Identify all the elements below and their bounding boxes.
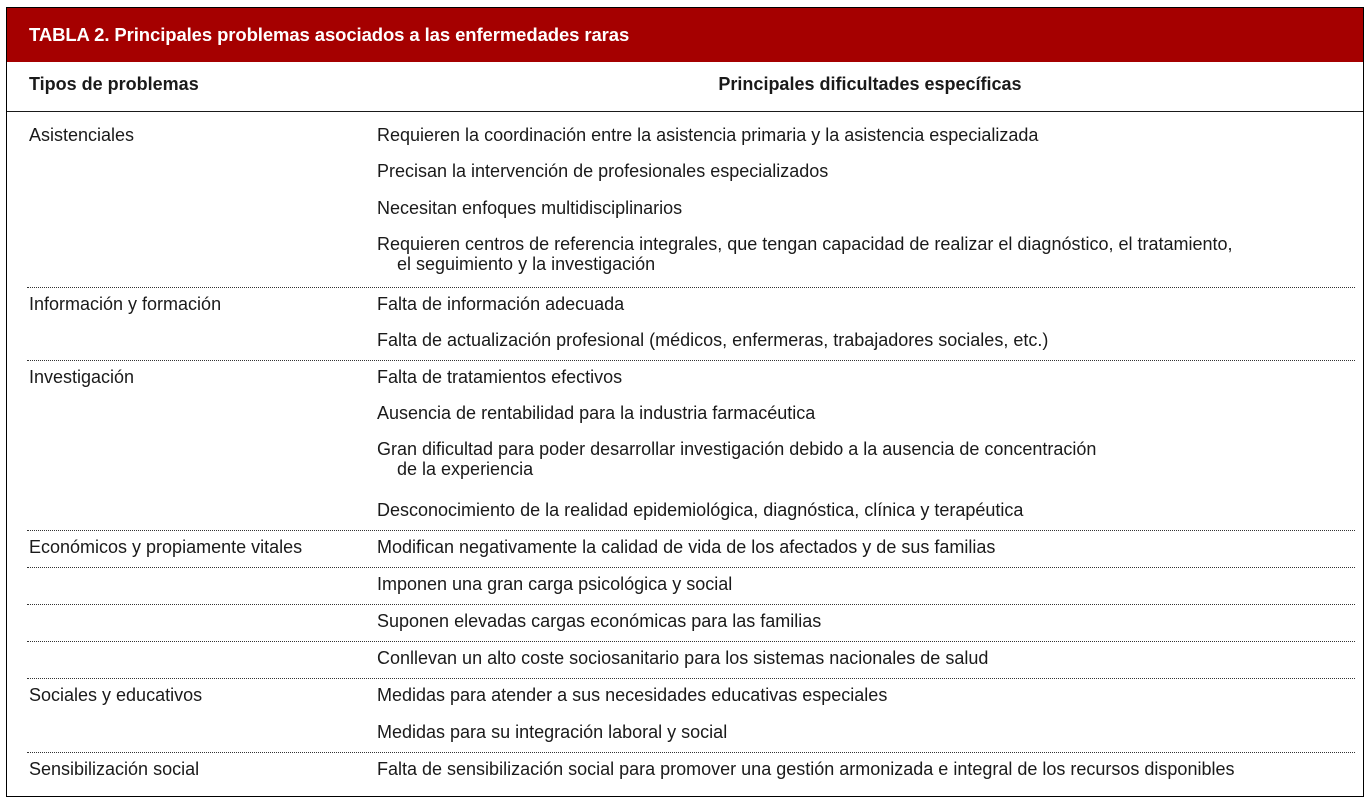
- table-frame: [6, 7, 1364, 797]
- difficulty-item: Falta de actualización profesional (médicos, enfermeras, trabajadores sociales, etc.): [377, 330, 1049, 350]
- category-cell: Sociales y educativos: [29, 685, 203, 705]
- difficulty-item: Necesitan enfoques multidisciplinarios: [377, 198, 683, 218]
- difficulty-item: Conllevan un alto coste sociosanitario para los sistemas nacionales de salud: [377, 648, 989, 668]
- table-row: [27, 568, 1355, 605]
- table-group: [27, 679, 1355, 753]
- table-body: [7, 112, 1363, 789]
- table-title: TABLA 2. Principales problemas asociados a las enfermedades raras: [7, 8, 1363, 62]
- table-group: [27, 125, 1355, 288]
- difficulty-item: Modifican negativamente la calidad de vida de los afectados y de sus familias: [377, 537, 996, 557]
- difficulty-item: Ausencia de rentabilidad para la industria farmacéutica: [377, 403, 816, 423]
- column-header-row: [7, 62, 1363, 112]
- table-row: [27, 605, 1355, 642]
- difficulty-item: Falta de información adecuada: [377, 294, 625, 314]
- category-cell: Investigación: [29, 367, 135, 387]
- category-cell: Información y formación: [29, 294, 222, 314]
- difficulty-item: Requieren la coordinación entre la asistencia primaria y la asistencia especializada: [377, 125, 1039, 145]
- difficulty-item: Falta de tratamientos efectivos: [377, 367, 623, 387]
- column-header-problem-types: Tipos de problemas: [29, 74, 199, 94]
- table-group: [27, 288, 1355, 361]
- category-cell: Sensibilización social: [29, 759, 200, 779]
- difficulty-item: Desconocimiento de la realidad epidemiológica, diagnóstica, clínica y terapéutica: [377, 500, 1024, 520]
- difficulty-item: Suponen elevadas cargas económicas para las familias: [377, 611, 822, 631]
- table-row: [27, 531, 1355, 568]
- column-header-difficulties: Principales dificultades específicas: [718, 74, 1022, 94]
- table-group: [27, 531, 1355, 679]
- difficulty-item: Precisan la intervención de profesionales especializados: [377, 161, 829, 181]
- difficulty-item: Gran dificultad para poder desarrollar investigación debido a la ausencia de concentración de la experiencia: [377, 439, 1097, 479]
- difficulty-item: Requieren centros de referencia integrales, que tengan capacidad de realizar el diagnóstico, el tratamiento, el seguimiento y la investigación: [377, 234, 1233, 274]
- table-row: [27, 642, 1355, 679]
- difficulty-item: Medidas para su integración laboral y social: [377, 722, 728, 742]
- difficulty-item: Falta de sensibilización social para promover una gestión armonizada e integral de los recursos disponibles: [377, 759, 1235, 779]
- difficulty-item: Medidas para atender a sus necesidades educativas especiales: [377, 685, 888, 705]
- table-group: [27, 753, 1355, 789]
- category-cell: Económicos y propiamente vitales: [29, 537, 303, 557]
- category-cell: Asistenciales: [29, 125, 135, 145]
- difficulty-item: Imponen una gran carga psicológica y social: [377, 574, 733, 594]
- table-group: [27, 361, 1355, 531]
